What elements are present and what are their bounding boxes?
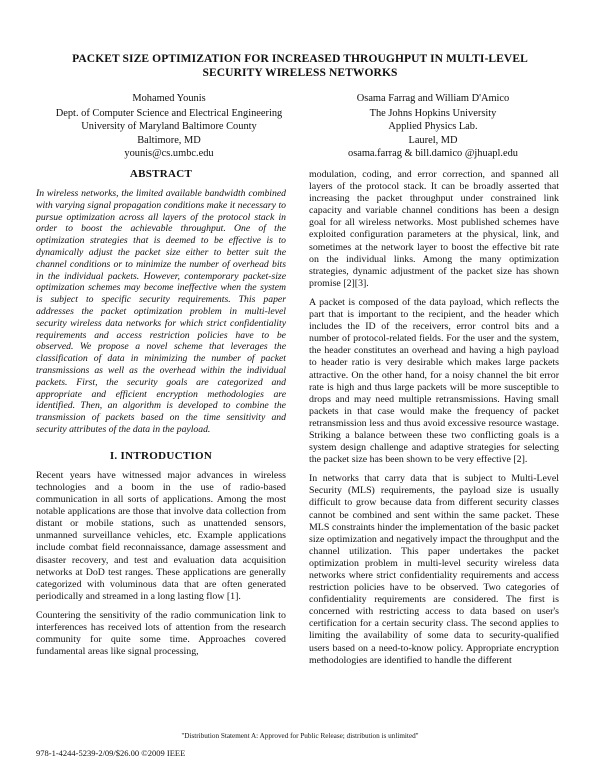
author-location: Laurel, MD [408, 134, 458, 146]
body-paragraph: A packet is composed of the data payload, which reflects the part that is important to the recipient, and the header which includes the ID of the receivers, error control bits and a number of protocol-related fields. For the user and the system, the header constitutes an overhead and having a high payload to header ratio is very desirable which makes large packets attractive. On the other hand, for a noisy channel the bit error rate is high and thus large packets will be more susceptible to drops and may need multiple retransmissions. Having small packets in that case would make the frequency of packet retransmission less and thus avoid excessive resource wastage. Striking a balance between these two conflicting goals is a system design challenge and adaptive strategies for selecting the packet size has been shown to be very effective [2]. [309, 296, 559, 466]
abstract-text: In wireless networks, the limited available bandwidth combined with varying signal propagation conditions make it necessary to pursue optimization across all layers of the protocol stack in order to boost the achievable throughput. One of the optimization strategies that is deemed to be effective is to dynamically adjust the packet size either to better suit the channel conditions or to minimize the number of overhead bits in the individual packets. However, contemporary packet-size optimization schemes may become ineffective when the system is subject to specific security requirements. This paper addresses the packet optimization problem in multi-level security wireless data networks for which strict confidentiality requirements and access restriction policies have to be observed. We propose a novel scheme that leverages the classification of data in minimizing the number of packet transmissions as well as the overhead within the individual packets. First, the security goals are categorized and appropriate and efficient encryption methodologies are identified. Then, an algorithm is developed to combine the transmission of packets based on the time sensitivity and security attributes of the data in the payload. [36, 188, 286, 436]
author-name: Osama Farrag and William D'Amico [356, 93, 510, 104]
title-line-1: PACKET SIZE OPTIMIZATION FOR INCREASED THROUGHPUT IN MULTI-LEVEL [72, 53, 528, 65]
right-column [309, 169, 559, 674]
abstract-heading: ABSTRACT [129, 168, 193, 180]
copyright-isbn: 978-1-4244-5239-2/09/$26.00 ©2009 IEEE [36, 748, 186, 758]
author-affiliation: Applied Physics Lab. [388, 121, 478, 133]
author-name: Mohamed Younis [132, 93, 206, 104]
intro-paragraph: Recent years have witnessed major advances in wireless technologies and a boom in the use of radio-based communication in all sorts of applications. Among the most notable applications are those that involve data collection from distant or mobile stations, such as unattended sensors, unmanned surveillance vehicles, etc. Example applications include combat field reconnaissance, damage assessment and disaster recovery, and test and evaluation data acquisition networks at DoD test ranges. These applications are generally categorized with voluminous data that are often generated periodically and streamed in a long lasting flow [1]. [36, 469, 286, 602]
author-location: Baltimore, MD [137, 134, 201, 146]
section-heading-introduction: I. INTRODUCTION [109, 449, 213, 462]
paper-title [40, 52, 560, 80]
author-affiliation: The Johns Hopkins University [369, 108, 497, 120]
author-email: younis@cs.umbc.edu [124, 147, 214, 159]
author-block-right [308, 92, 558, 160]
body-paragraph: modulation, coding, and error correction, and spanned all layers of the protocol stack. It can be broadly asserted that increasing the packet throughput under constrained link capacity and variable channel conditions has been a design goal for all wireless networks. Most published schemes have exploited configuration parameters at the physical, link, and sometimes at the network layer to boost the effective bit rate on the individual links. Among the many optimization strategies, dynamic adjustment of the packet size has shown promise [2][3]. [309, 169, 559, 289]
left-column [36, 168, 286, 665]
author-email: osama.farrag & bill.damico @jhuapl.edu [348, 147, 518, 159]
author-block-left [44, 92, 294, 160]
author-affiliation: University of Maryland Baltimore County [81, 121, 257, 133]
distribution-statement: "Distribution Statement A: Approved for Public Release; distribution is unlimited" [181, 732, 419, 740]
title-line-2: SECURITY WIRELESS NETWORKS [202, 67, 398, 79]
author-affiliation: Dept. of Computer Science and Electrical Engineering [55, 108, 283, 120]
body-paragraph: In networks that carry data that is subject to Multi-Level Security (MLS) requirements, the payload size is usually difficult to grow because data from different security classes cannot be combined and sent within the same packet. These MLS constraints hinder the implementation of the basic packet size optimization and negatively impact the throughput and the channel utilization. This paper undertakes the packet optimization problem in multi-level security wireless data networks where strict confidentiality requirements and access restriction policies have to be observed. Two categories of confidentiality requirements are considered. The first is concerned with restricting access to data based on user's certification for a certain security class. The second applies to limiting the availability of some data to security-qualified users based on a need-to-know policy. Appropriate encryption methodologies are identified to handle the different [309, 473, 559, 666]
intro-paragraph: Countering the sensitivity of the radio communication link to interferences has received lots of attention from the research community for quite some time. Approaches covered fundamental areas like signal processing, [36, 609, 286, 658]
